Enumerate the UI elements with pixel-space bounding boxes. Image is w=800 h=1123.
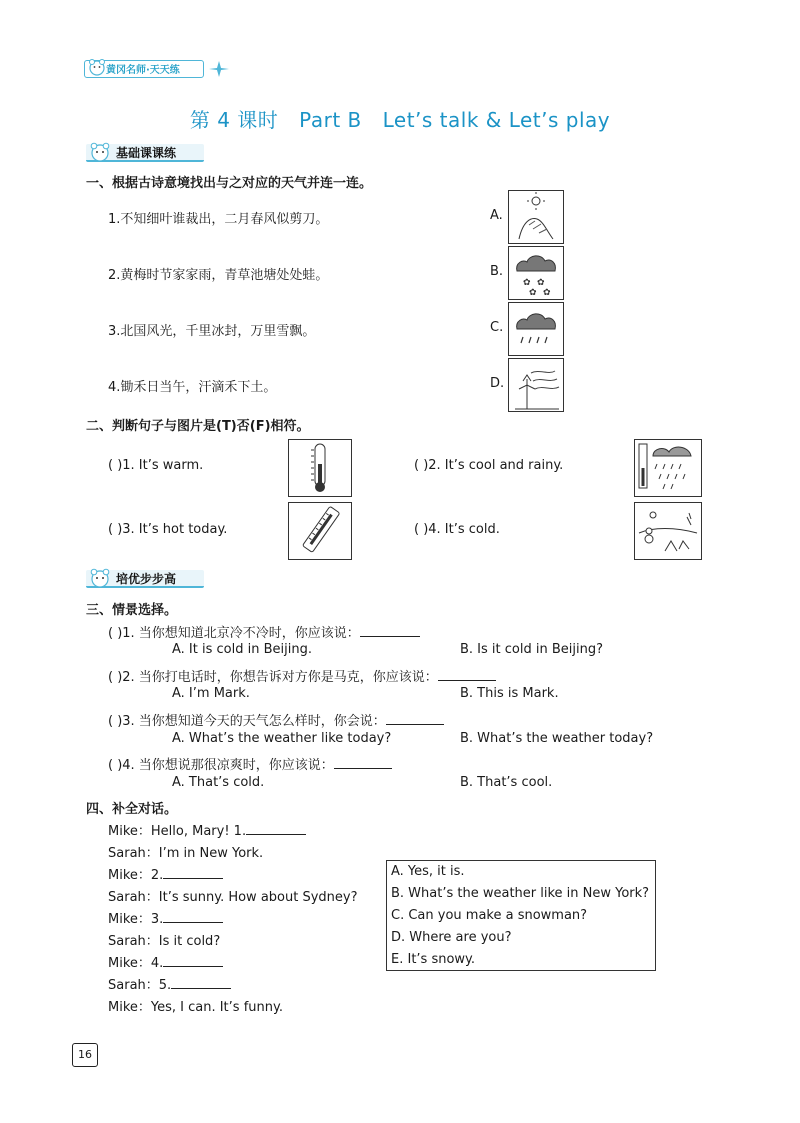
section-badge-basic [86, 140, 216, 160]
option-d: D. Where are you? [391, 930, 512, 945]
svg-text:✿: ✿ [523, 278, 531, 288]
option-b: B. What’s the weather like in New York? [391, 886, 650, 901]
picture-snow-cloud [508, 246, 564, 300]
q3-stem-2 [108, 666, 496, 685]
tilted-thermometer-icon [289, 503, 351, 559]
q3-stem-1-text: ( )1. 当你想知道北京冷不冷时，你应该说： [108, 626, 360, 641]
sparkle-icon [208, 60, 230, 78]
dialogue-line-7 [108, 952, 223, 971]
q2-item-3: ( )3. It’s hot today. [108, 522, 228, 537]
dialogue-line-5-text: Mike：3. [108, 912, 164, 927]
q3-option-2a: A. I’m Mark. [172, 686, 250, 701]
picture-cool-rainy [634, 439, 702, 497]
answer-blank[interactable] [163, 878, 223, 879]
q1-option-b: B. [490, 264, 504, 279]
page-title [0, 104, 800, 133]
q1-item-2: 2.黄梅时节家家雨，青草池塘处处蛙。 [108, 268, 329, 283]
picture-hot-sun [508, 358, 564, 412]
dialogue-line-6: Sarah：Is it cold? [108, 934, 221, 949]
section-label-advance: 培优步步高 [116, 572, 177, 586]
picture-thermometer-hot [288, 502, 352, 560]
q3-option-1b: B. Is it cold in Beijing? [460, 642, 603, 657]
answer-blank[interactable] [438, 680, 496, 681]
title-topic: Let’s talk & Let’s play [382, 108, 611, 132]
q3-stem-4 [108, 754, 392, 773]
dialogue-line-3 [108, 864, 223, 883]
dialogue-line-8-text: Sarah：5. [108, 978, 172, 993]
q3-stem-4-text: ( )4. 当你想说那很凉爽时，你应该说： [108, 758, 334, 773]
thermometer-icon [289, 440, 351, 496]
dialogue-line-7-text: Mike：4. [108, 956, 164, 971]
q3-stem-2-text: ( )2. 当你打电话时，你想告诉对方你是马克，你应该说： [108, 670, 438, 685]
q2-item-1: ( )1. It’s warm. [108, 458, 204, 473]
q1-option-a: A. [490, 208, 503, 223]
answer-blank[interactable] [246, 834, 306, 835]
q1-heading: 一、根据古诗意境找出与之对应的天气并连一连。 [86, 176, 373, 191]
q3-option-2b: B. This is Mark. [460, 686, 559, 701]
answer-blank[interactable] [171, 988, 231, 989]
svg-text:✿: ✿ [543, 288, 551, 298]
q3-stem-3-text: ( )3. 当你想知道今天的天气怎么样时，你会说： [108, 714, 386, 729]
q1-option-c: C. [490, 320, 504, 335]
snow-icon [509, 247, 563, 299]
dialogue-line-9: Mike：Yes, I can. It’s funny. [108, 1000, 283, 1015]
picture-snow-play [634, 502, 702, 560]
q2-item-4: ( )4. It’s cold. [414, 522, 500, 537]
q1-item-3: 3.北国风光，千里冰封，万里雪飘。 [108, 324, 316, 339]
q3-option-3a: A. What’s the weather like today? [172, 731, 392, 746]
options-box [386, 860, 656, 971]
answer-blank[interactable] [163, 966, 223, 967]
q3-option-4b: B. That’s cool. [460, 775, 553, 790]
picture-spring-wind [508, 190, 564, 244]
q3-heading: 三、情景选择。 [86, 603, 178, 618]
answer-blank[interactable] [386, 724, 444, 725]
bear-icon [88, 140, 112, 162]
brand-text: 黄冈名师·天天练 [106, 65, 180, 76]
rain-icon [509, 303, 563, 355]
header-brand [84, 60, 234, 80]
title-part: Part B [299, 108, 362, 132]
windy-spring-icon [509, 191, 563, 243]
svg-text:✿: ✿ [529, 288, 537, 298]
q4-heading: 四、补全对话。 [86, 802, 178, 817]
q3-option-1a: A. It is cold in Beijing. [172, 642, 312, 657]
dialogue-line-1-text: Mike：Hello, Mary! 1. [108, 824, 247, 839]
dialogue-line-5 [108, 908, 223, 927]
dialogue-line-4: Sarah：It’s sunny. How about Sydney? [108, 890, 358, 905]
answer-blank[interactable] [163, 922, 223, 923]
svg-text:✿: ✿ [537, 278, 545, 288]
section-label-basic: 基础课课练 [116, 146, 177, 160]
option-c: C. Can you make a snowman? [391, 908, 588, 923]
q3-option-4a: A. That’s cold. [172, 775, 265, 790]
q3-stem-1 [108, 622, 420, 641]
q1-item-1: 1.不知细叶谁裁出，二月春风似剪刀。 [108, 212, 329, 227]
snow-play-icon [635, 503, 701, 559]
option-e: E. It’s snowy. [391, 952, 476, 967]
q3-option-3b: B. What’s the weather today? [460, 731, 654, 746]
bear-icon [88, 566, 112, 588]
rainy-thermometer-icon [635, 440, 701, 496]
q1-item-4: 4.锄禾日当午，汗滴禾下土。 [108, 380, 277, 395]
q1-option-d: D. [490, 376, 505, 391]
picture-thermometer-warm [288, 439, 352, 497]
dialogue-line-1 [108, 820, 306, 839]
dialogue-line-3-text: Mike：2. [108, 868, 164, 883]
dialogue-line-2: Sarah：I’m in New York. [108, 846, 264, 861]
q3-stem-3 [108, 710, 444, 729]
page-number: 16 [72, 1043, 98, 1067]
q2-item-2: ( )2. It’s cool and rainy. [414, 458, 564, 473]
answer-blank[interactable] [334, 768, 392, 769]
answer-blank[interactable] [360, 636, 420, 637]
bear-mascot-icon [88, 56, 106, 78]
section-badge-advance [86, 566, 216, 586]
option-a: A. Yes, it is. [391, 864, 465, 879]
picture-rain-cloud [508, 302, 564, 356]
dialogue-line-8 [108, 974, 231, 993]
hot-weather-icon [509, 359, 563, 411]
title-lesson: 第 4 课时 [189, 108, 279, 132]
q2-heading: 二、判断句子与图片是(T)否(F)相符。 [86, 419, 310, 434]
